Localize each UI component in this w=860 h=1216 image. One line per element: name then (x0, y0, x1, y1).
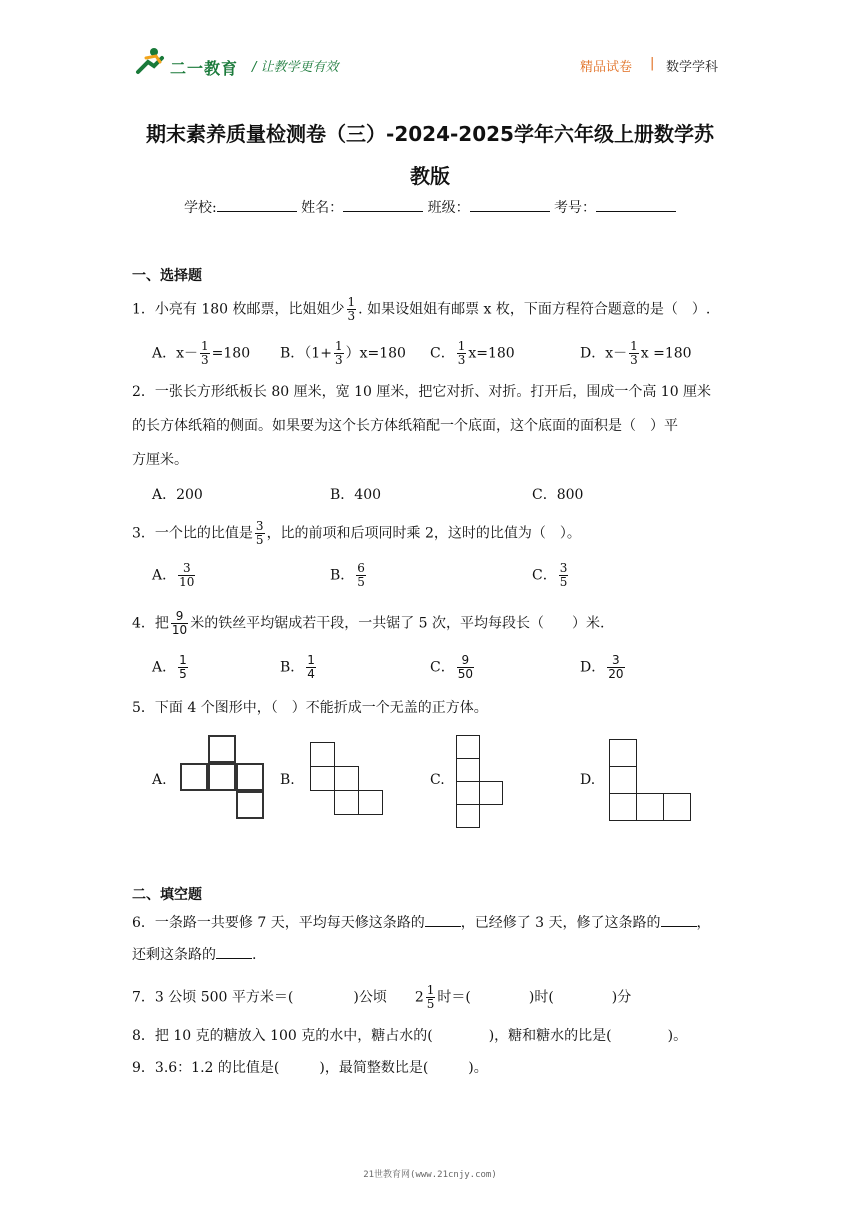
q2-option-b[interactable]: B．400 (330, 487, 382, 503)
student-info (120, 197, 740, 217)
page-title-cont: 教版 (410, 164, 450, 188)
q4-option-b[interactable]: B． $\frac{1}{4}$ (280, 653, 315, 681)
number-label: 考号： (554, 200, 597, 216)
net-figure-b (310, 742, 386, 818)
q1-option-a[interactable]: A．x－ $\frac{1}{3}$ =180 (152, 339, 251, 367)
question-7: 7．3 公顷 500 平方米＝( )公顷 2 $\frac{1}{5}$ 时＝( )时( )分 (132, 983, 632, 1011)
question-9: 9．3.6：1.2 的比值是( )，最简整数比是( )。 (132, 1060, 488, 1076)
q1-option-b[interactable]: B．（1+ $\frac{1}{3}$ ）x=180 (280, 339, 406, 367)
question-1: 1．小亮有 180 枚邮票，比姐姐少 $\frac{1}{3}$ . 如果设姐姐有邮票 x 枚，下面方程符合题意的是（ ）. (132, 295, 711, 323)
name-field[interactable] (343, 197, 423, 212)
number-field[interactable] (596, 197, 676, 212)
answer-blank[interactable] (425, 912, 461, 927)
q3-option-c[interactable]: C． $\frac{3}{5}$ (532, 561, 568, 589)
q3-option-a[interactable]: A． $\frac{3}{10}$ (152, 561, 195, 589)
net-figure-c (456, 735, 506, 829)
name-label: 姓名： (301, 200, 344, 216)
page-footer: 21世教育网(www.21cnjy.com) (363, 1170, 497, 1180)
section-heading-fill: 二、填空题 (132, 887, 202, 903)
logo-icon (134, 46, 170, 76)
question-6-line-1: 6．一条路一共要修 7 天，平均每天修这条路的 ，已经修了 3 天，修了这条路的 ， (132, 912, 711, 933)
question-5: 5．下面 4 个图形中，（ ）不能折成一个无盖的正方体。 (132, 700, 488, 716)
question-2-line-3: 方厘米。 (132, 452, 188, 468)
answer-blank[interactable] (661, 912, 697, 927)
fraction: $\frac{1}{3}$ (347, 295, 356, 323)
q5-option-d-label[interactable]: D. (580, 772, 596, 788)
class-label: 班级： (427, 200, 470, 216)
school-field[interactable] (217, 197, 297, 212)
class-field[interactable] (470, 197, 550, 212)
q2-option-c[interactable]: C．800 (532, 487, 584, 503)
question-4: 4．把 $\frac{9}{10}$ 米的铁丝平均锯成若干段，一共锯了 5 次，平均每段长（ ）米. (132, 609, 605, 637)
net-figure-d (609, 739, 693, 825)
answer-blank[interactable] (216, 944, 252, 959)
q4-option-d[interactable]: D． $\frac{3}{20}$ (580, 653, 624, 681)
q2-option-a[interactable]: A．200 (152, 487, 203, 503)
brand-name: 二一教育 (170, 59, 239, 78)
net-figure-a (180, 735, 270, 821)
school-label: 学校: (183, 200, 217, 216)
question-8: 8．把 10 克的糖放入 100 克的水中，糖占水的( )，糖和糖水的比是( )。 (132, 1028, 688, 1044)
q4-option-c[interactable]: C． $\frac{9}{50}$ (430, 653, 473, 681)
q1-option-c[interactable]: C． $\frac{1}{3}$ x=180 (430, 339, 515, 367)
section-heading-choice: 一、选择题 (132, 268, 202, 284)
question-2-line-1: 2．一张长方形纸板长 80 厘米，宽 10 厘米，把它对折、对折。打开后，围成一个高 10 厘米 (132, 384, 712, 400)
question-3: 3．一个比的比值是 $\frac{3}{5}$ ，比的前项和后项同时乘 2，这时的比值为（ ）。 (132, 519, 581, 547)
brand-slogan: / 让教学更有效 (252, 60, 339, 75)
question-6-line-2: 还剩这条路的 . (132, 944, 256, 965)
q3-option-b[interactable]: B． $\frac{6}{5}$ (330, 561, 365, 589)
q1-option-d[interactable]: D．x－ $\frac{1}{3}$ x =180 (580, 339, 692, 367)
q5-option-b-label[interactable]: B. (280, 772, 295, 788)
page-title: 期末素养质量检测卷（三）-2024-2025学年六年级上册数学苏 (146, 122, 714, 146)
header-separator: | (650, 56, 655, 71)
q5-option-a-label[interactable]: A. (152, 772, 167, 788)
q5-option-c-label[interactable]: C. (430, 772, 445, 788)
question-2-line-2: 的长方体纸箱的侧面。如果要为这个长方体纸箱配一个底面，这个底面的面积是（ ）平 (132, 418, 678, 434)
tag-subject: 数学学科 (666, 60, 719, 75)
q4-option-a[interactable]: A． $\frac{1}{5}$ (152, 653, 187, 681)
tag-premium: 精品试卷 (580, 60, 633, 75)
